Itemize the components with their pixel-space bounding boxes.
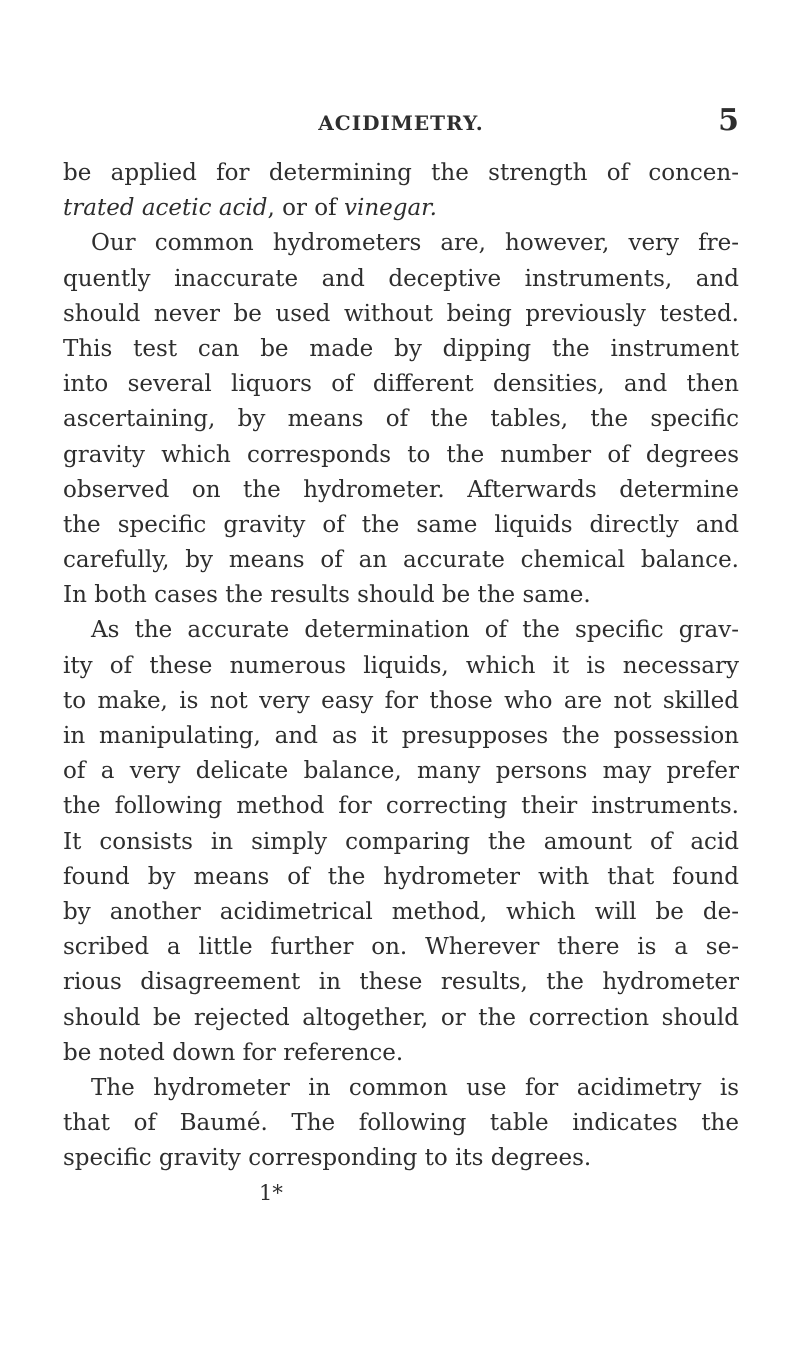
text-line: specific gravity corresponding to its degrees. <box>63 1145 592 1172</box>
text-line: Our common hydrometers are, however, very fre- <box>91 230 739 257</box>
italic-text: vinegar. <box>343 195 437 222</box>
text-line: As the accurate determination of the specific grav- <box>91 617 739 644</box>
italic-text: trated acetic acid <box>63 195 268 222</box>
text-line: The hydrometer in common use for acidimetry is <box>91 1074 739 1101</box>
signature-mark: 1* <box>259 1181 283 1206</box>
text-line: in manipulating, and as it presupposes the possession <box>63 723 739 749</box>
text-segment: , or of <box>267 195 344 222</box>
text-line: the following method for correcting their instruments. <box>63 793 739 820</box>
running-head: ACIDIMETRY. <box>318 111 484 135</box>
text-line: of a very delicate balance, many persons may prefer <box>63 758 739 785</box>
text-line: scribed a little further on. Wherever there is a se- <box>63 934 739 961</box>
text-line: observed on the hydrometer. Afterwards determine <box>63 476 739 503</box>
text-line: the specific gravity of the same liquids directly and <box>63 511 739 538</box>
text-line: to make, is not very easy for those who are not skilled <box>63 687 739 714</box>
text-line: gravity which corresponds to the number of degrees <box>63 441 739 468</box>
text-line: ity of these numerous liquids, which it is necessary <box>63 652 739 679</box>
text-line: This test can be made by dipping the instrument <box>63 335 739 362</box>
text-line: should be rejected altogether, or the correction should <box>63 1004 739 1031</box>
body-text <box>63 156 739 1212</box>
text-line <box>63 191 739 226</box>
page-header <box>63 103 739 138</box>
text-line: ascertaining, by means of the tables, the specific <box>63 406 739 433</box>
text-line: be applied for determining the strength of concen- <box>63 160 739 186</box>
text-line: It consists in simply comparing the amount of acid <box>63 828 739 855</box>
text-line: by another acidimetrical method, which will be de- <box>63 898 739 925</box>
text-line: found by means of the hydrometer with that found <box>63 863 739 890</box>
text-line: carefully, by means of an accurate chemical balance. <box>63 547 739 574</box>
text-line: that of Baumé. The following table indicates the <box>63 1110 739 1137</box>
text-line: rious disagreement in these results, the hydrometer <box>63 969 739 996</box>
text-line: into several liquors of different densities, and then <box>63 371 739 398</box>
text-line: should never be used without being previously tested. <box>63 300 739 327</box>
text-line: be noted down for reference. <box>63 1039 404 1066</box>
page-number: 5 <box>718 103 739 138</box>
text-line: In both cases the results should be the same. <box>63 582 591 609</box>
text-line: quently inaccurate and deceptive instruments, and <box>63 265 739 292</box>
